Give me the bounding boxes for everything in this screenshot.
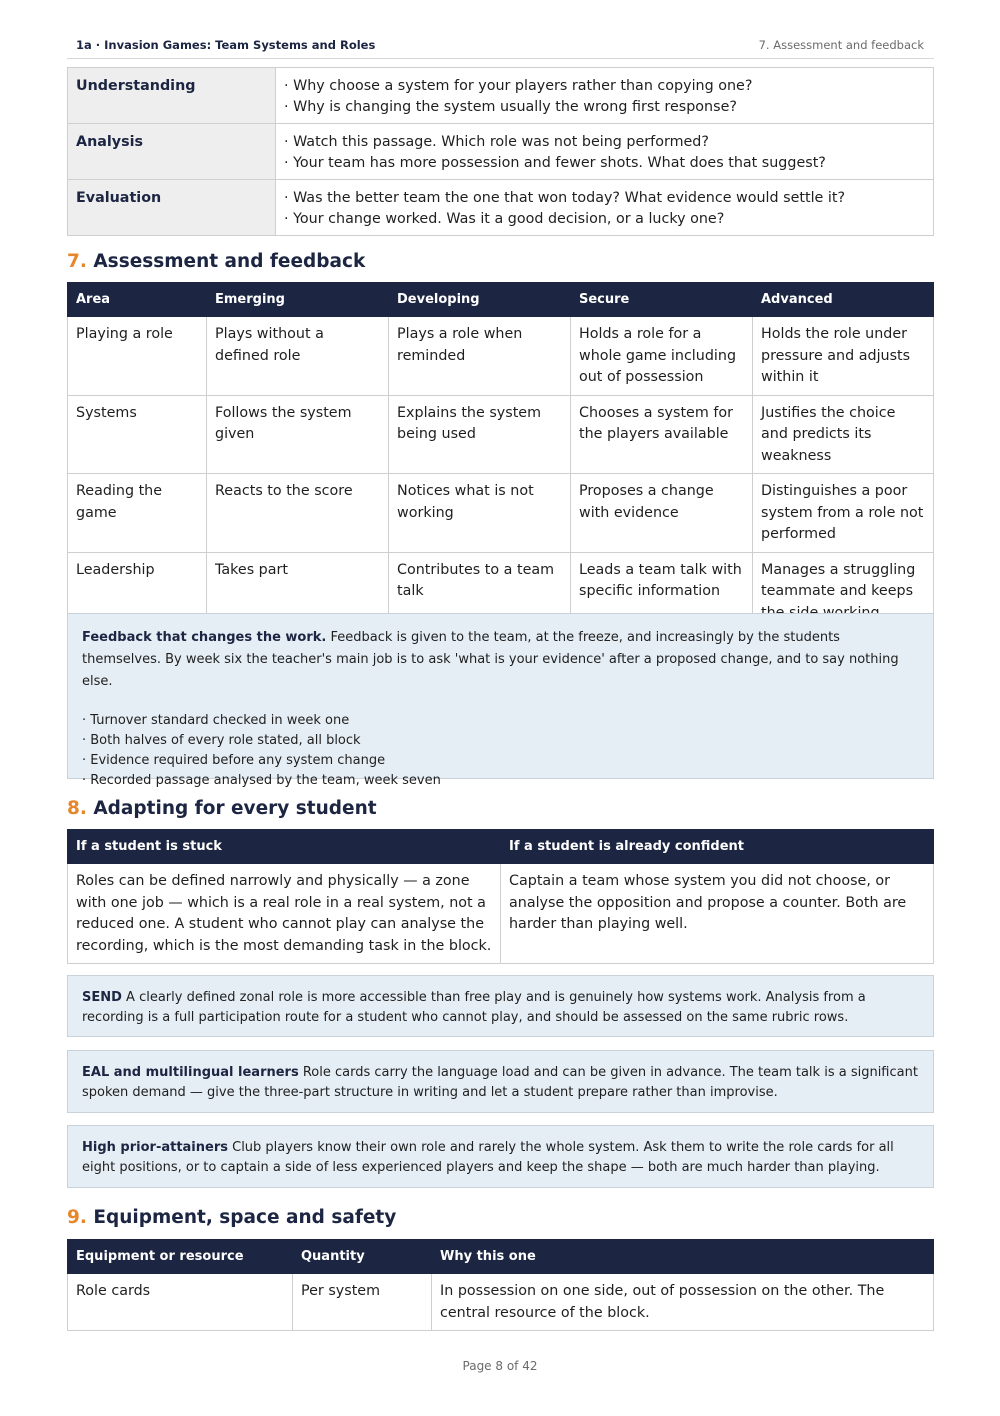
- question-category: Understanding: [68, 68, 276, 124]
- table-row: [68, 180, 934, 236]
- table-row: [68, 1274, 934, 1331]
- table-cell: Proposes a change with evidence: [571, 474, 753, 553]
- header-divider: [67, 58, 934, 59]
- table-row: [68, 395, 934, 474]
- question-text: · Why choose a system for your players rather than copying one?: [284, 78, 753, 94]
- callout-text: Role cards carry the language load and can be given in advance. The team talk is a significant spoken demand — give the three-part structure in writing and let a student prepare rather than improvise.: [82, 1065, 918, 1100]
- question-cell: [276, 180, 934, 236]
- column-header: If a student is already confident: [501, 830, 934, 864]
- question-text: · Your change worked. Was it a good decision, or a lucky one?: [284, 211, 725, 227]
- table-cell: Playing a role: [68, 317, 207, 396]
- running-header: [76, 38, 924, 52]
- table-cell: Notices what is not working: [389, 474, 571, 553]
- table-cell: Holds the role under pressure and adjusts within it: [753, 317, 934, 396]
- column-header: Area: [68, 283, 207, 317]
- section-7-heading: [67, 251, 365, 272]
- table-cell: Manages a struggling teammate and keeps: [753, 552, 934, 631]
- question-table: [67, 67, 934, 236]
- list-item: · Both halves of every role stated, all block: [82, 733, 361, 748]
- table-cell: In possession on one side, out of possession on the other. The central resource of the block.: [432, 1274, 934, 1331]
- column-header: Advanced: [753, 283, 934, 317]
- table-cell: Explains the system being used: [389, 395, 571, 474]
- table-row: [68, 474, 934, 553]
- question-category: Analysis: [68, 124, 276, 180]
- column-header: Secure: [571, 283, 753, 317]
- question-text: · Your team has more possession and fewer shots. What does that suggest?: [284, 155, 826, 171]
- column-header: Emerging: [207, 283, 389, 317]
- table-cell: Leadership: [68, 552, 207, 631]
- table-cell: Takes part: [207, 552, 389, 631]
- section-heading-text: Adapting for every student: [93, 798, 377, 819]
- column-header: Equipment or resource: [68, 1240, 293, 1274]
- section-heading-text: Equipment, space and safety: [93, 1207, 397, 1228]
- question-cell: [276, 68, 934, 124]
- callout-text: Club players know their own role and rarely the whole system. Ask them to write the role cards for all eight positions, or to captain a side of less experienced players and keep the shape — both are much harder than playing.: [82, 1140, 894, 1175]
- table-cell: Plays a role when reminded: [389, 317, 571, 396]
- table-cell: Distinguishes a poor system from a role not performed: [753, 474, 934, 553]
- send-callout: [67, 975, 934, 1037]
- section-number: 7.: [67, 251, 87, 272]
- feedback-callout: [67, 613, 934, 788]
- equipment-table: [67, 1239, 934, 1331]
- table-header-row: [68, 1240, 934, 1274]
- question-cell: [276, 124, 934, 180]
- high-prior-attainers-callout: [67, 1125, 934, 1188]
- column-header: Quantity: [293, 1240, 432, 1274]
- assessment-rubric-table: [67, 282, 934, 631]
- table-cell: Role cards: [68, 1274, 293, 1331]
- column-header: Why this one: [432, 1240, 934, 1274]
- callout-lead: High prior-attainers: [82, 1140, 228, 1155]
- table-header-row: [68, 830, 934, 864]
- table-row: [68, 317, 934, 396]
- table-cell: Justifies the choice and predicts its weakness: [753, 395, 934, 474]
- callout-lead: EAL and multilingual learners: [82, 1065, 299, 1080]
- list-item: · Evidence required before any system change: [82, 753, 386, 768]
- table-cell: Systems: [68, 395, 207, 474]
- feedback-paragraph: [82, 627, 919, 693]
- table-cell: Follows the system given: [207, 395, 389, 474]
- list-item: · Recorded passage analysed by the team, week seven: [82, 773, 441, 788]
- list-item: · Turnover standard checked in week one: [82, 713, 350, 728]
- eal-callout: [67, 1050, 934, 1113]
- table-header-row: [68, 283, 934, 317]
- section-8-heading: [67, 798, 377, 819]
- question-text: · Watch this passage. Which role was not being performed?: [284, 134, 709, 150]
- table-cell: Reacts to the score: [207, 474, 389, 553]
- table-cell: Holds a role for a whole game including out of possession: [571, 317, 753, 396]
- table-row: [68, 68, 934, 124]
- table-cell: Roles can be defined narrowly and physically — a zone with one job — which is a real role in a real system, not a reduced one. A student who cannot play can analyse the recording, which is the most demanding task in the block.: [68, 864, 501, 964]
- question-text: · Why is changing the system usually the wrong first response?: [284, 99, 737, 115]
- callout-text: Feedback is given to the team, at the freeze, and increasingly by the students themselves. By week six the teacher's main job is to ask 'what is your evidence' after a proposed change, and to say nothing else.: [82, 630, 899, 689]
- table-cell: Reading the game: [68, 474, 207, 553]
- unit-title: 1a · Invasion Games: Team Systems and Roles: [76, 38, 376, 52]
- question-text: · Was the better team the one that won today? What evidence would settle it?: [284, 190, 846, 206]
- column-header: Developing: [389, 283, 571, 317]
- adaptation-table: [67, 829, 934, 964]
- callout-text: A clearly defined zonal role is more accessible than free play and is genuinely how systems work. Analysis from a recording is a full participation route for a student who cannot play, and should be assessed on the same rubric rows.: [82, 990, 866, 1025]
- table-cell: Captain a team whose system you did not choose, or analyse the opposition and propose a counter. Both are harder than playing well.: [501, 864, 934, 964]
- section-number: 8.: [67, 798, 87, 819]
- callout-lead: Feedback that changes the work.: [82, 630, 327, 645]
- feedback-bullet-list: [82, 711, 919, 791]
- table-cell: Leads a team talk with specific information: [571, 552, 753, 631]
- section-number: 9.: [67, 1207, 87, 1228]
- column-header: If a student is stuck: [68, 830, 501, 864]
- table-row: [68, 864, 934, 964]
- table-cell: Contributes to a team talk: [389, 552, 571, 631]
- table-cell: Plays without a defined role: [207, 317, 389, 396]
- table-cell: Per system: [293, 1274, 432, 1331]
- question-category: Evaluation: [68, 180, 276, 236]
- section-9-heading: [67, 1207, 396, 1228]
- table-row: [68, 124, 934, 180]
- callout-lead: SEND: [82, 990, 122, 1005]
- table-cell: Chooses a system for the players available: [571, 395, 753, 474]
- section-title: 7. Assessment and feedback: [758, 38, 924, 52]
- section-heading-text: Assessment and feedback: [93, 251, 366, 272]
- page-number: Page 8 of 42: [462, 1359, 538, 1373]
